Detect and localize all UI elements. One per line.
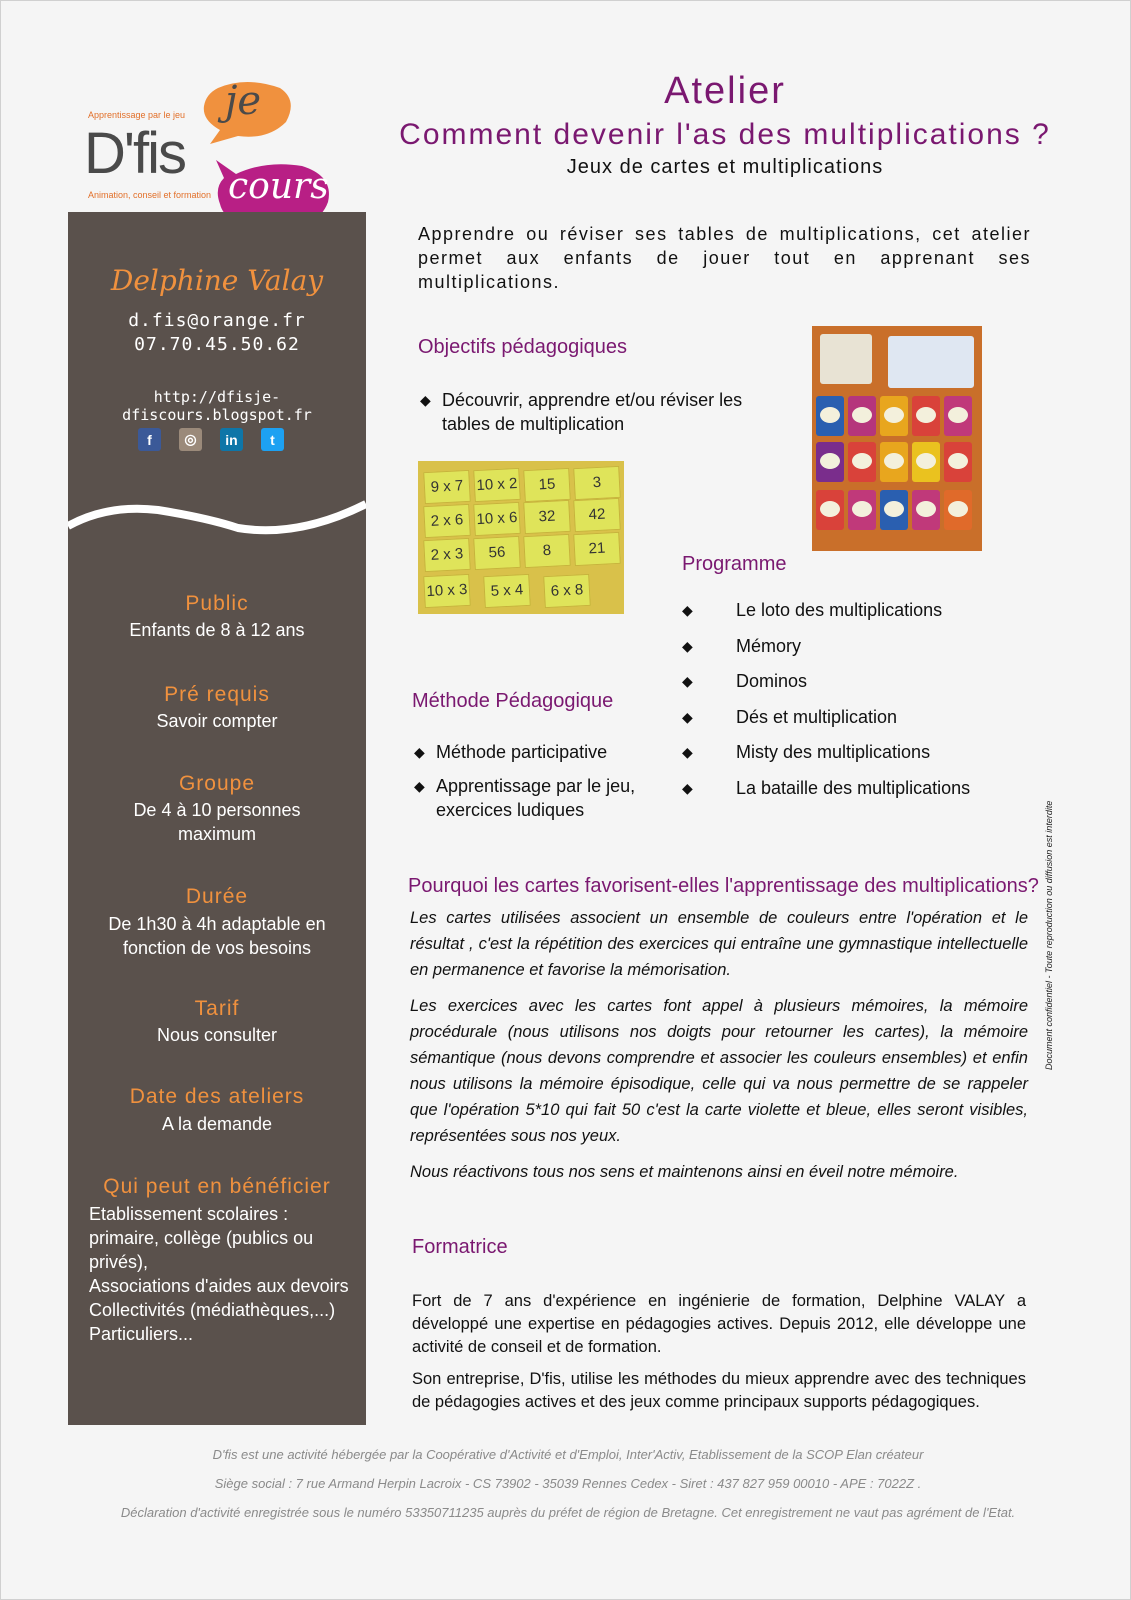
card [944,490,972,530]
card: 6 x 8 [543,574,591,608]
who-item: Associations d'aides aux devoirs [89,1276,349,1296]
card: 32 [523,500,571,534]
logo-cours: cours [228,166,329,207]
card: 2 x 3 [423,538,471,572]
card [912,442,940,482]
card: 21 [573,532,621,566]
who-item: primaire, collège (publics ou [89,1228,314,1248]
diamond-bullet-icon: ◆ [682,673,693,689]
website-link[interactable]: http://dfisje-dfiscours.blogspot.fr [122,388,312,424]
list-item: ◆ Méthode participative [414,742,608,762]
diamond-bullet-icon: ◆ [414,744,425,760]
price-title: Tarif [194,997,240,1020]
linkedin-icon[interactable]: in [220,428,243,451]
card: 10 x 3 [423,574,471,608]
logo-brand: D'fis [84,121,185,186]
card [848,490,876,530]
who-item: Etablissement scolaires : [89,1204,289,1224]
list-item: ◆ Misty des multiplications [682,742,931,762]
group-title: Groupe [178,772,256,795]
card: 10 x 2 [473,468,521,502]
diamond-bullet-icon: ◆ [682,708,693,725]
list-item: ◆ Le loto des multiplications [682,600,943,620]
diamond-bullet-icon: ◆ [682,637,693,654]
paragraph: Fort de 7 ans d'expérience en ingénierie de formation, Delphine VALAY a développé une expertise en pédagogies actives. Depuis 2012, elle développe une activité de conseil et de formation. [412,1292,1026,1356]
intro-paragraph: Apprendre ou réviser ses tables de multiplications, cet atelier permet aux enfants de jouer tout en apprenant ses multiplications. [418,224,1031,292]
who-item: Collectivités (médiathèques,...) [89,1300,336,1320]
card [912,490,940,530]
list-item: ◆ La bataille des multiplications [682,777,971,798]
phone-number: 07.70.45.50.62 [134,334,300,355]
list-item: ◆ Apprentissage par le jeu, exercices ludiques [414,776,636,820]
why-title: Pourquoi les cartes favorisent-elles l'apprentissage des multiplications? [408,875,1039,897]
card-pile [820,334,872,384]
card: 10 x 6 [473,502,521,536]
card [880,396,908,436]
program-title: Programme [682,553,787,575]
who-item: Particuliers... [89,1324,194,1344]
trainer-title: Formatrice [412,1236,508,1258]
card: 8 [523,534,571,568]
card: 2 x 6 [423,504,471,538]
card [880,442,908,482]
trainer-text [412,1290,1026,1423]
prereq-text: Savoir compter [156,711,278,731]
card: 3 [573,466,621,500]
paragraph: Les cartes utilisées associent un ensemble de couleurs entre l'opération et le résultat , c'est la répétition des exercices qui entraîne une gymnastique intellectuelle en permanence et favorise la mémorisation. [410,909,1028,979]
public-text: Enfants de 8 à 12 ans [129,620,305,640]
card: 15 [523,468,571,502]
paragraph: Les exercices avec les cartes font appel à plusieurs mémoires, la mémoire procédurale (nous utilisons nos doigts pour retourner les cartes), la mémoire sémantique (nous devons comprendre et associer les couleurs ensembles) et enfin nous utilisons la mémoire épisodique, celle qui va nous permettre de se rappeler que l'opération 5*10 qui fait 50 c'est la carte violette et bleue, elles seront visibles, représentées sous nos yeux. [410,997,1028,1145]
card [848,442,876,482]
cards-photo [418,461,624,614]
objectives-list [420,388,750,446]
footer-line: Siège social : 7 rue Armand Herpin Lacroix - CS 73902 - 35039 Rennes Cedex - Siret : 437 827 959 00010 - APE : 7022Z . [214,1476,922,1491]
diamond-bullet-icon: ◆ [682,779,693,796]
logo-je: je [225,78,262,124]
prereq-title: Pré requis [164,683,270,706]
list-item: ◆ Dominos [682,671,808,691]
diamond-bullet-icon: ◆ [414,778,425,794]
deck-photo [812,326,982,551]
footer-line: Déclaration d'activité enregistrée sous le numéro 53350711235 auprès du préfet de région de Bretagne. Cet enregistrement ne vaut pas agrément de l'Etat. [120,1505,1016,1520]
card [816,396,844,436]
dates-text: A la demande [161,1114,273,1134]
program-list [682,600,1022,813]
logo-tagline-bottom: Animation, conseil et formation [88,190,212,200]
card [912,396,940,436]
diamond-bullet-icon: ◆ [682,602,693,618]
paragraph: Son entreprise, D'fis, utilise les méthodes du mieux apprendre avec des techniques de pédagogies actives et des jeux comme principaux supports pédagogiques. [412,1370,1026,1411]
method-title: Méthode Pédagogique [412,690,614,712]
method-list [414,740,644,832]
atelier-heading: Atelier [664,70,786,112]
card [848,396,876,436]
instagram-icon[interactable]: ◎ [179,428,202,451]
list-item: ◆ Mémory [682,635,802,656]
duration-title: Durée [185,885,249,908]
card: 5 x 4 [483,574,531,608]
social-links [138,428,284,451]
card [816,490,844,530]
why-text [410,905,1028,1195]
card: 42 [573,498,621,532]
duration-line1: De 1h30 à 4h adaptable en [108,914,326,934]
diamond-bullet-icon: ◆ [682,744,693,760]
group-line2: maximum [177,824,256,844]
card [944,442,972,482]
card: 9 x 7 [423,470,471,504]
card-pile [888,336,974,388]
email-link[interactable]: d.fis@orange.fr [128,310,306,331]
card: 56 [473,536,521,570]
group-line1: De 4 à 10 personnes [133,800,301,820]
who-item: privés), [89,1252,149,1272]
price-text: Nous consulter [156,1025,278,1045]
list-item: ◆ Dés et multiplication [682,706,898,727]
logo-tagline-top: Apprentissage par le jeu [88,110,186,120]
page-title: Comment devenir l'as des multiplications ? [399,118,1051,151]
dfis-logo [80,70,350,230]
diamond-bullet-icon: ◆ [420,392,431,408]
who-title: Qui peut en bénéficier [103,1175,331,1198]
signature: Delphine Valay [110,264,324,297]
page-subtitle: Jeux de cartes et multiplications [566,156,884,178]
facebook-icon[interactable]: f [138,428,161,451]
card [944,396,972,436]
wave-divider [68,494,366,544]
duration-line2: fonction de vos besoins [122,938,312,958]
paragraph: Nous réactivons tous nos sens et maintenons ainsi en éveil notre mémoire. [410,1163,959,1181]
confidential-note: Document confidentiel - Toute reproduction ou diffusion est interdite [1044,800,1054,1070]
who-list [89,1202,359,1346]
public-title: Public [185,592,249,615]
card [816,442,844,482]
info-sidebar [68,212,366,1425]
footer-line: D'fis est une activité hébergée par la Coopérative d'Activité et d'Emploi, Inter'Activ, Etablissement de la SCOP Elan créateur [212,1447,924,1462]
objectives-title: Objectifs pédagogiques [418,336,628,358]
dates-title: Date des ateliers [129,1085,305,1108]
list-item: ◆ Découvrir, apprendre et/ou réviser les tables de multiplication [420,390,743,434]
twitter-icon[interactable]: t [261,428,284,451]
card [880,490,908,530]
